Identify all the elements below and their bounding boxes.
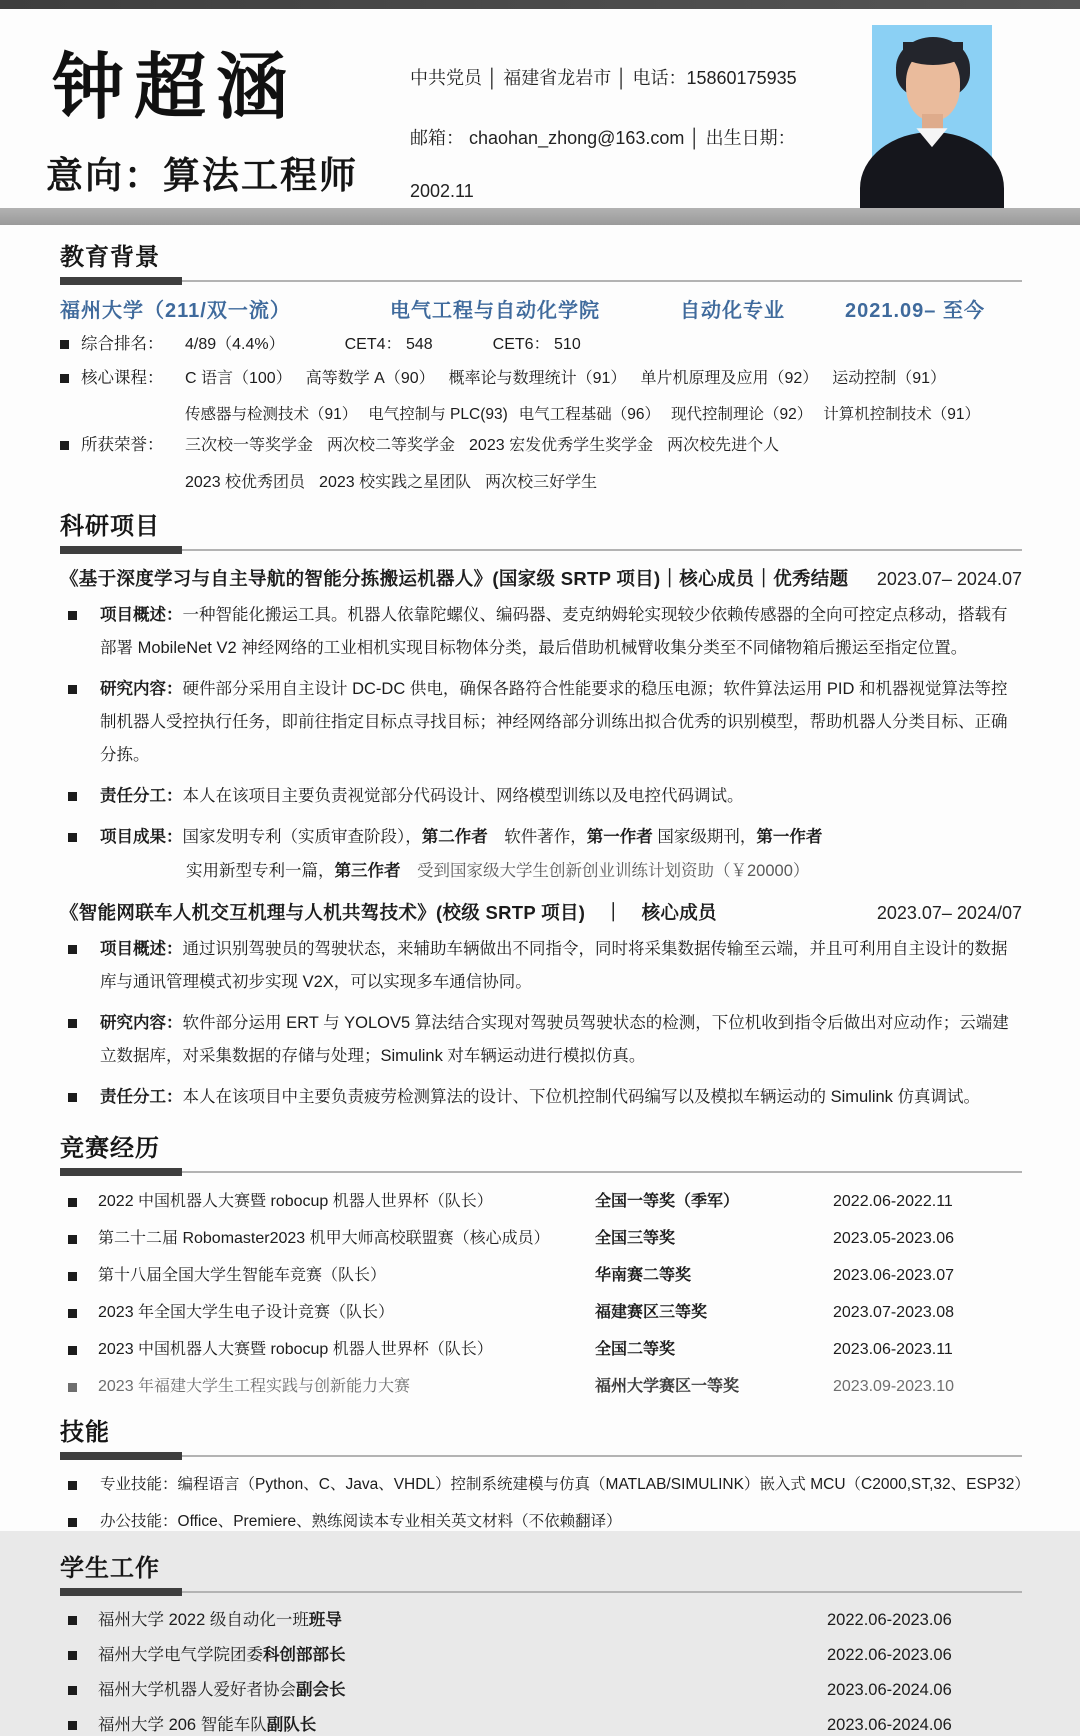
results-author: 第二作者: [421, 828, 488, 846]
work-role: 科创部部长: [263, 1646, 346, 1664]
project1-duty: [60, 780, 1022, 813]
page-top-strip: [0, 0, 1080, 9]
bullet-icon: [60, 441, 69, 450]
bullet-icon: [60, 340, 69, 349]
job-intention: 意向：算法工程师: [46, 155, 358, 196]
results-seg: 国家级期刊，: [652, 828, 757, 846]
courses-row: [60, 366, 1022, 391]
competitions-title: 竞赛经历: [60, 1135, 160, 1162]
student-work-row: [60, 1714, 1022, 1736]
work-name: [98, 1679, 827, 1701]
competition-date: 2023.09-2023.10: [833, 1378, 954, 1395]
course-item: 运动控制（91）: [832, 370, 947, 387]
honors-line2: [185, 469, 1022, 492]
results-label: 项目成果：: [100, 828, 183, 846]
results-seg: 软件著作，: [487, 828, 587, 846]
competition-date: 2023.05-2023.06: [833, 1230, 954, 1247]
honors-row: [60, 433, 1022, 458]
competition-name: 2023 中国机器人大赛暨 robocup 机器人世界杯（队长）: [98, 1341, 493, 1358]
work-date: 2022.06-2023.06: [827, 1611, 952, 1629]
duty-label: 责任分工：: [100, 787, 183, 805]
section-skills: [60, 1412, 1030, 1534]
competition-name: 2022 中国机器人大赛暨 robocup 机器人世界杯（队长）: [98, 1193, 493, 1210]
content-text: 软件部分运用 ERT 与 YOLOV5 算法结合实现对驾驶员驾驶状态的检测，下位机收到指令后做出对应动作；云端建立数据库，对采集数据的存储与处理；Simulink 对车辆运动进行模拟仿真。: [100, 1014, 1009, 1065]
work-date: 2023.06-2024.06: [827, 1716, 952, 1734]
school-name: 福州大学（211/双一流）: [60, 300, 291, 322]
course-item: 高等数学 A（90）: [305, 370, 435, 387]
content-label: 研究内容：: [100, 680, 183, 698]
work-name: [98, 1644, 827, 1666]
competition-row: [60, 1339, 1022, 1361]
results-author: 第一作者: [756, 828, 823, 846]
cet6-score: CET6： 510: [492, 336, 581, 353]
skill-row-office: [60, 1510, 1022, 1534]
section-research: [60, 506, 1022, 1114]
project2-period: 2023.07– 2024/07: [876, 903, 1022, 923]
project2-name: 《智能网联车人机交互机理与人机共驾技术》(校级 SRTP 项目) ｜ 核心成员: [60, 902, 717, 923]
cet4-score: CET4： 548: [344, 336, 433, 353]
course-item: 计算机控制技术（91）: [823, 406, 981, 423]
education-title: 教育背景: [60, 244, 160, 271]
contact-line-party-city-phone: 中共党员 │ 福建省龙岩市 │ 电话：15860175935: [410, 68, 797, 88]
competition-name: 第二十二届 Robomaster2023 机甲大师高校联盟赛（核心成员）: [98, 1230, 550, 1247]
education-school-line: [60, 294, 1022, 323]
student-work-rule: [60, 1588, 1022, 1596]
work-org: 福州大学 206 智能车队: [98, 1716, 267, 1734]
work-role: 班导: [308, 1611, 342, 1629]
research-title: 科研项目: [60, 513, 160, 540]
funding-note: 受到国家级大学生创新创业训练计划资助（￥20000）: [400, 862, 810, 880]
skill-text: 编程语言（Python、C、Java、VHDL）控制系统建模与仿真（MATLAB/SIMULINK）嵌入式 MCU（C2000,ST,32、ESP32）: [177, 1476, 1030, 1493]
work-name: [98, 1609, 827, 1631]
skill-text: Office、Premiere、熟练阅读本专业相关英文材料（不依赖翻译）: [177, 1513, 622, 1530]
duty-text: 本人在该项目中主要负责疲劳检测算法的设计、下位机控制代码编写以及模拟车辆运动的 Simulink 仿真调试。: [182, 1088, 981, 1106]
competition-name: 第十八届全国大学生智能车竞赛（队长）: [98, 1267, 387, 1284]
competition-date: 2023.06-2023.11: [833, 1341, 953, 1358]
competition-award: 全国三等奖: [595, 1230, 676, 1247]
honor-item: 2023 校实践之星团队: [319, 474, 472, 491]
course-item: C 语言（100）: [185, 370, 292, 387]
honors-label: 所获荣誉：: [81, 436, 164, 454]
honors-line1: [185, 433, 779, 458]
competition-date: 2023.06-2023.07: [833, 1267, 954, 1284]
rank-row: [60, 332, 1022, 357]
course-item: 传感器与检测技术（91）: [185, 406, 358, 423]
competition-name: 2023 年全国大学生电子设计竞赛（队长）: [98, 1304, 395, 1321]
resume-header: [0, 9, 1080, 208]
education-period: 2021.09– 至今: [845, 300, 985, 322]
results-author: 第三作者: [334, 862, 401, 880]
honor-item: 2023 宏发优秀学生奖学金: [469, 437, 654, 454]
work-org: 福州大学 2022 级自动化一班: [98, 1611, 309, 1629]
competition-row: [60, 1191, 1022, 1213]
competition-award: 福州大学赛区一等奖: [595, 1378, 740, 1395]
contact-line-email-birth: 邮箱： chaohan_zhong@163.com │ 出生日期：: [410, 128, 796, 148]
student-work-row: [60, 1679, 1022, 1701]
project2-overview: [60, 933, 1022, 999]
competition-award: 华南赛二等奖: [595, 1267, 692, 1284]
header-divider-band: [0, 208, 1080, 225]
skills-rule: [60, 1452, 1022, 1460]
education-rule: [60, 277, 1022, 285]
honor-item: 三次校一等奖学金: [185, 437, 314, 454]
student-work-row: [60, 1644, 1022, 1666]
project1-period: 2023.07– 2024.07: [876, 569, 1022, 589]
overview-label: 项目概述：: [100, 940, 183, 958]
overview-text: 通过识别驾驶员的驾驶状态，来辅助车辆做出不同指令，同时将采集数据传输至云端，并且可利用自主设计的数据库与通讯管理模式初步实现 V2X，可以实现多车通信协同。: [100, 940, 1008, 991]
work-date: 2022.06-2023.06: [827, 1646, 952, 1664]
competition-award: 全国一等奖（季军）: [595, 1193, 740, 1210]
rank-items: [185, 332, 581, 357]
competition-row: [60, 1228, 1022, 1250]
college-name: 电气工程与自动化学院: [390, 300, 600, 322]
skill-label: 专业技能：: [100, 1476, 178, 1493]
results-seg: 实用新型专利一篇，: [186, 862, 335, 880]
competition-date: 2023.07-2023.08: [833, 1304, 954, 1321]
honor-item: 两次校三好学生: [485, 474, 598, 491]
overview-text: 一种智能化搬运工具。机器人依靠陀螺仪、编码器、麦克纳姆轮实现较少依赖传感器的全向可控定点移动，搭载有部署 MobileNet V2 神经网络的工业相机实现目标物体分类，最后借助机械臂收集分类至不同储物箱后搬运至指定位置。: [100, 606, 1008, 657]
honor-item: 2023 校优秀团员: [185, 474, 306, 491]
id-photo: [872, 25, 992, 197]
project2-title-row: [60, 899, 1022, 925]
skill-row-professional: [60, 1473, 1030, 1497]
project2-content: [60, 1007, 1022, 1073]
section-competitions: [60, 1128, 1022, 1398]
honor-item: 两次校二等奖学金: [327, 437, 456, 454]
work-org: 福州大学电气学院团委: [98, 1646, 263, 1664]
work-role: 副会长: [296, 1681, 346, 1699]
duty-label: 责任分工：: [100, 1088, 183, 1106]
courses-line2: [185, 402, 1022, 424]
course-item: 电气控制与 PLC(93): [368, 406, 508, 423]
contact-line-birthdate: 2002.11: [410, 181, 474, 201]
courses-line1: [185, 366, 946, 391]
work-name: [98, 1714, 827, 1736]
rank-label: 综合排名：: [81, 335, 164, 353]
project1-results-line2: [60, 855, 1022, 888]
results-author: 第一作者: [586, 828, 653, 846]
course-item: 单片机原理及应用（92）: [640, 370, 819, 387]
results-seg: 国家发明专利（实质审查阶段），: [182, 828, 422, 846]
competition-row: [60, 1265, 1022, 1287]
competition-name: 2023 年福建大学生工程实践与创新能力大赛: [98, 1378, 411, 1395]
competitions-rule: [60, 1168, 1022, 1176]
competition-award: 全国二等奖: [595, 1341, 676, 1358]
duty-text: 本人在该项目主要负责视觉部分代码设计、网络模型训练以及电控代码调试。: [182, 787, 744, 805]
skill-label: 办公技能：: [100, 1513, 178, 1530]
competition-row: [60, 1302, 1022, 1324]
project1-name: 《基于深度学习与自主导航的智能分拣搬运机器人》(国家级 SRTP 项目)｜核心成员｜优秀结题: [60, 568, 849, 589]
project1-content: [60, 673, 1022, 772]
skills-title: 技能: [60, 1419, 110, 1446]
candidate-name: 钟超涵: [52, 48, 299, 128]
major-name: 自动化专业: [680, 300, 785, 322]
section-education: [60, 237, 1022, 492]
overview-label: 项目概述：: [100, 606, 183, 624]
section-student-work: [60, 1548, 1022, 1736]
work-org: 福州大学机器人爱好者协会: [98, 1681, 296, 1699]
honor-item: 两次校先进个人: [667, 437, 780, 454]
competition-row: [60, 1376, 1022, 1398]
project2-duty: [60, 1081, 1022, 1114]
competition-award: 福建赛区三等奖: [595, 1304, 708, 1321]
course-item: 电气工程基础（96）: [518, 406, 661, 423]
overall-rank: 4/89（4.4%）: [185, 336, 285, 353]
work-date: 2023.06-2024.06: [827, 1681, 952, 1699]
project1-results: [60, 821, 1022, 854]
content-text: 硬件部分采用自主设计 DC-DC 供电，确保各路符合性能要求的稳压电源；软件算法运用 PID 和机器视觉算法等控制机器人受控执行任务，即前往指定目标点寻找目标；神经网络部分训练出拟合优秀的识别模型，帮助机器人分类目标、正确分拣。: [100, 680, 1008, 764]
courses-label: 核心课程：: [81, 369, 164, 387]
bullet-icon: [60, 374, 69, 383]
project1-title-row: [60, 565, 1022, 591]
competition-date: 2022.06-2022.11: [833, 1193, 953, 1210]
research-rule: [60, 546, 1022, 554]
work-role: 副队长: [266, 1716, 317, 1734]
course-item: 概率论与数理统计（91）: [448, 370, 627, 387]
student-work-title: 学生工作: [60, 1555, 160, 1582]
resume-body: [60, 225, 1030, 1736]
student-work-row: [60, 1609, 1022, 1631]
photo-hair-fringe: [903, 42, 963, 64]
course-item: 现代控制理论（92）: [671, 406, 813, 423]
project1-overview: [60, 599, 1022, 665]
content-label: 研究内容：: [100, 1014, 183, 1032]
